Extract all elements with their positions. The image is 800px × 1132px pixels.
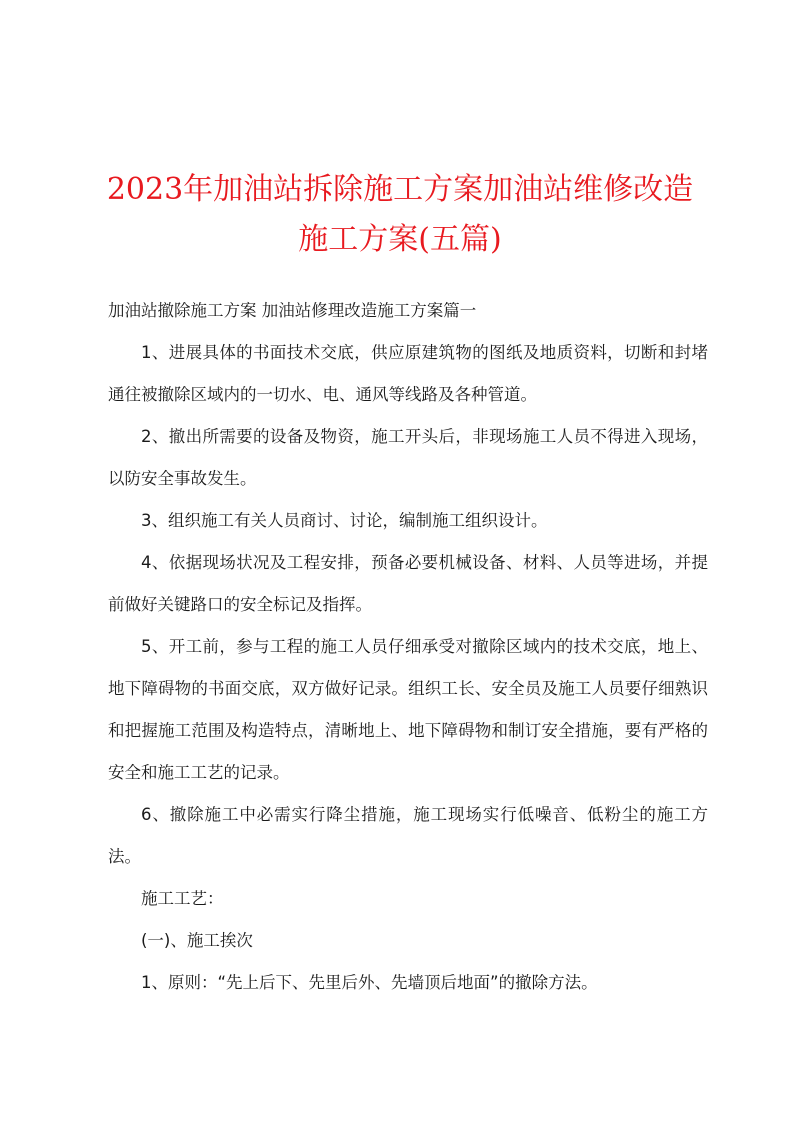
paragraph-1: 1、进展具体的书面技术交底，供应原建筑物的图纸及地质资料，切断和封堵通往被撤除区域内的一切水、电、通风等线路及各种管道。 (108, 343, 708, 404)
paragraph-2: 2、撤出所需要的设备及物资，施工开头后，非现场施工人员不得进入现场，以防安全事故发生。 (108, 427, 708, 488)
paragraph-6: 6、撤除施工中必需实行降尘措施，施工现场实行低噪音、低粉尘的施工方法。 (108, 805, 708, 866)
document-title-line-2: 施工方案(五篇) (298, 222, 502, 257)
document-body (108, 332, 708, 1004)
section-heading-process: 施工工艺： (141, 889, 224, 908)
document-title-line-1: 2023年加油站拆除施工方案加油站维修改造 (106, 172, 694, 207)
paragraph-3: 3、组织施工有关人员商讨、讨论，编制施工组织设计。 (141, 511, 548, 530)
document-intro: 加油站撤除施工方案 加油站修理改造施工方案篇一 (108, 301, 477, 320)
subsection-heading-order: (一)、施工挨次 (141, 931, 253, 950)
paragraph-5: 5、开工前，参与工程的施工人员仔细承受对撤除区域内的技术交底，地上、地下障碍物的书面交底，双方做好记录。组织工长、安全员及施工人员要仔细熟识和把握施工范围及构造特点，清晰地上、地下障碍物和制订安全措施，要有严格的安全和施工工艺的记录。 (108, 637, 708, 782)
paragraph-4: 4、依据现场状况及工程安排，预备必要机械设备、材料、人员等进场，并提前做好关键路口的安全标记及指挥。 (108, 553, 708, 614)
paragraph-principle: 1、原则：“先上后下、先里后外、先墙顶后地面”的撤除方法。 (141, 973, 598, 992)
